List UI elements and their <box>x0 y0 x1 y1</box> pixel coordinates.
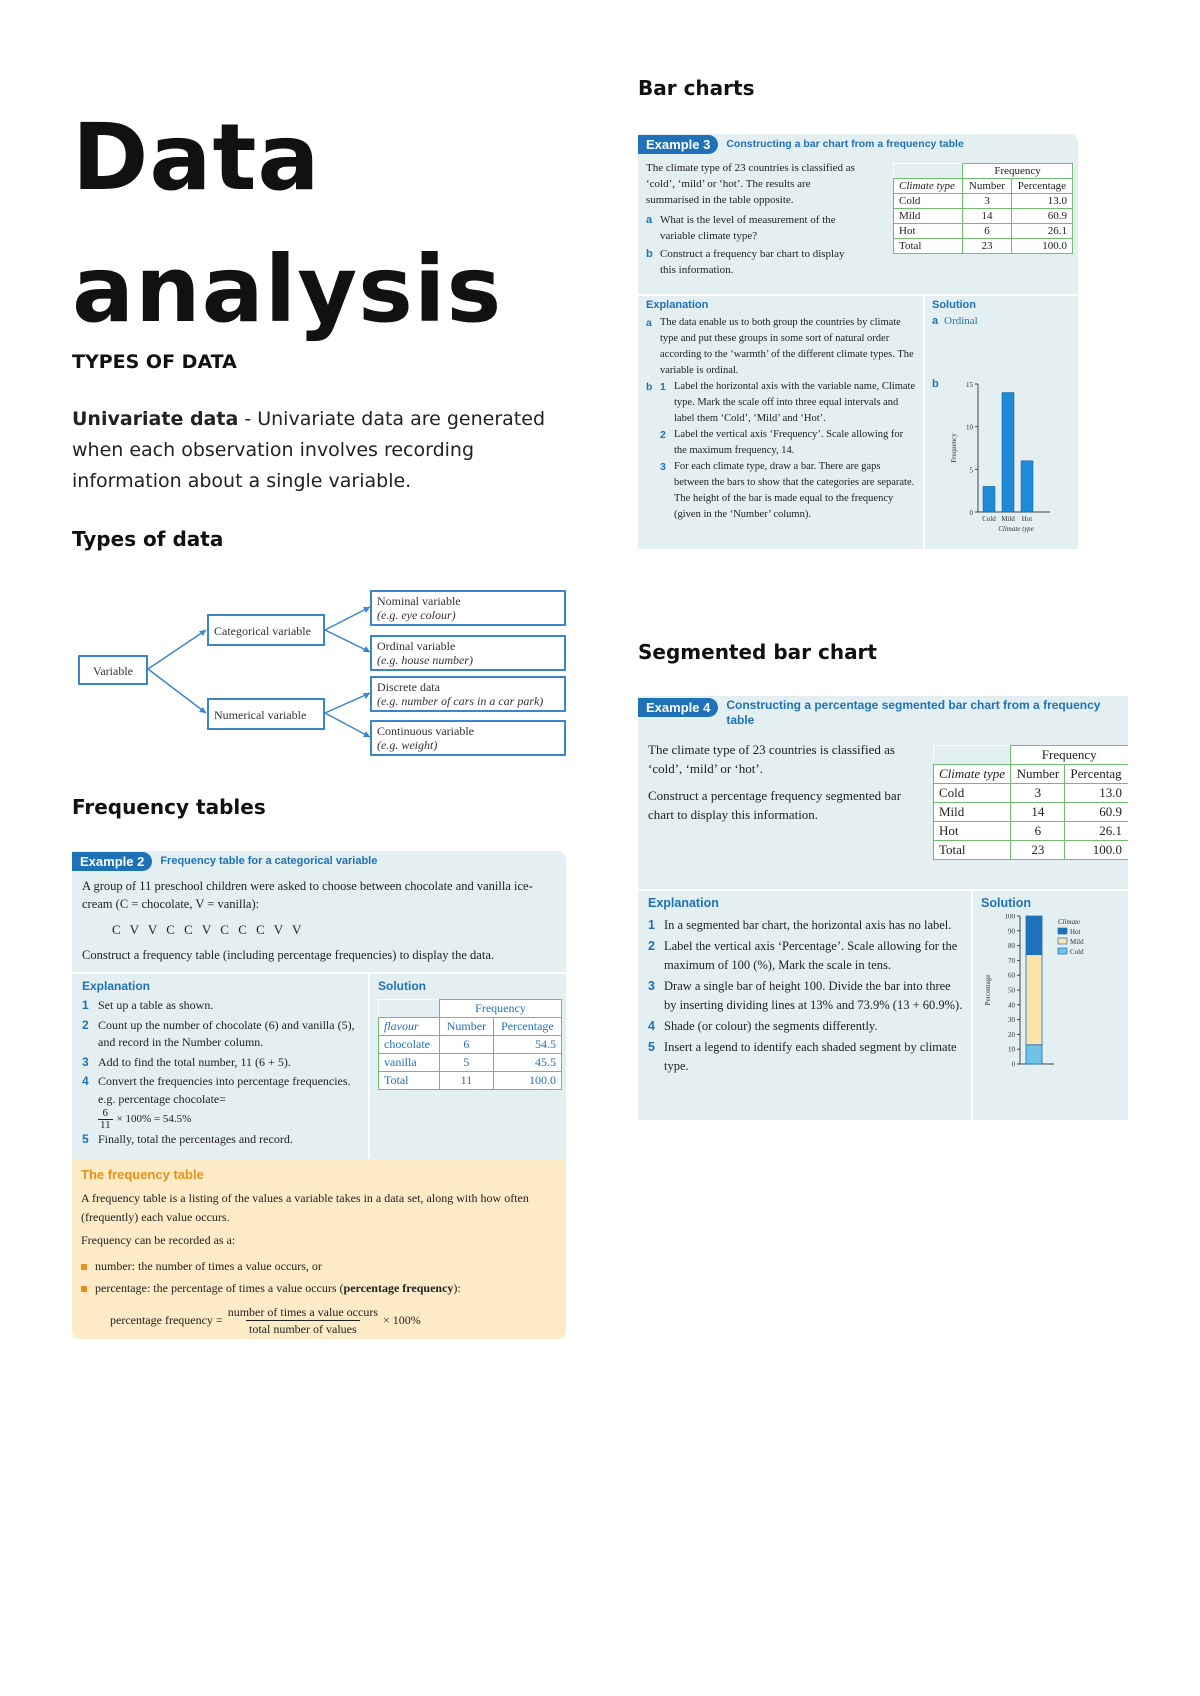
example-3-header <box>638 135 964 154</box>
table-row: Total 23 100.0 <box>934 841 1128 860</box>
example-3-divider-v <box>923 294 925 549</box>
y-tick-label: 10 <box>966 423 973 432</box>
example-4-explanation-label: Explanation <box>648 896 719 910</box>
example-2-intro: A group of 11 preschool children were asked to choose between chocolate and vanilla ice-cream (C = chocolate, V = vanilla): <box>82 879 533 911</box>
example-2-tag: Example 2 <box>72 852 152 871</box>
types-of-data-heading: Types of data <box>72 527 224 551</box>
example-2-step: 2 Count up the number of chocolate (6) and vanilla (5), and record in the Number column. <box>82 1017 355 1049</box>
table-row: Mild 14 60.9 <box>934 803 1128 822</box>
table-row: Mild 14 60.9 <box>894 209 1073 224</box>
title-line-1: Data <box>72 104 321 211</box>
example-4-intro: The climate type of 23 countries is classified as ‘cold’, ‘mild’ or ‘hot’. <box>648 742 895 776</box>
fraction-numerator: 6 <box>102 1107 109 1119</box>
table-row: Total 11 100.0 <box>379 1072 562 1090</box>
example-4-divider-v <box>971 889 973 1120</box>
y-tick-label: 100 <box>1004 914 1015 921</box>
explanation-a: a The data enable us to both group the countries by climate type and put these groups in some sort of natural order according to the ‘warmth’ of the different climate types. The variable is ordinal. <box>646 317 914 376</box>
example-4-divider-h <box>638 889 1128 891</box>
page-title <box>72 92 502 356</box>
example-2-step: 1 Set up a table as shown. <box>82 998 214 1012</box>
tree-nominal-variable <box>370 590 566 626</box>
table-row: Cold 3 13.0 <box>934 784 1128 803</box>
discrete-example: (e.g. number of cars in a car park) <box>377 694 544 708</box>
bullet-icon <box>81 1286 87 1292</box>
y-tick-label: 15 <box>966 381 973 389</box>
y-tick-label: 30 <box>1008 1016 1015 1025</box>
note-paragraph-1: A frequency table is a listing of the values a variable takes in a data set, along with how often (frequently) each value occurs. <box>81 1191 529 1224</box>
tree-numerical-variable: Numerical variable <box>207 698 325 730</box>
legend-swatch-hot <box>1058 928 1067 934</box>
variable-types-diagram <box>78 585 568 760</box>
example-3-frequency-table <box>893 163 1073 254</box>
legend-label-cold: Cold <box>1070 948 1084 956</box>
table-row: Frequency <box>934 746 1128 765</box>
y-axis-label: Frequency <box>950 433 958 463</box>
table-row: Frequency <box>894 164 1073 179</box>
nominal-example: (e.g. eye colour) <box>377 608 456 622</box>
note-title: The frequency table <box>81 1167 204 1182</box>
y-tick-label: 90 <box>1008 927 1015 936</box>
y-tick-label: 20 <box>1008 1030 1015 1039</box>
explanation-b: b 1 Label the horizontal axis with the variable name, Climate type. Mark the scale off into three equal intervals and label them ‘Cold’, ‘Mild’ and ‘Hot’. 2 Label the vertical axis ‘Frequency’. Scale allowing for the maximum frequency, 14. 3 For each climate type, draw a bar. There are gaps between the bars to show that the categories are separate. The height of the bar is made equal to the frequency (given in the ‘Number’ column). <box>646 379 918 523</box>
tree-categorical-variable: Categorical variable <box>207 614 325 646</box>
example-4-task: Construct a percentage frequency segmented bar chart to display this information. <box>648 788 902 822</box>
x-tick-label: Mild <box>1001 515 1015 523</box>
example-2-task: Construct a frequency table (including percentage frequencies) to display the data. <box>82 948 494 962</box>
example-2-fraction <box>82 1108 364 1131</box>
example-3-question-a: a What is the level of measurement of the variable climate type? <box>646 214 836 242</box>
example-3-box <box>638 134 1078 549</box>
note-bullet-percentage: percentage: the percentage of times a value occurs (percentage frequency): <box>81 1281 461 1296</box>
x-axis-label: Climate type <box>998 525 1034 533</box>
y-tick-label: 0 <box>969 509 973 517</box>
y-tick-label: 0 <box>1011 1060 1015 1069</box>
example-4-step: 1 In a segmented bar chart, the horizontal axis has no label. <box>648 918 952 932</box>
legend-label-hot: Hot <box>1070 928 1081 936</box>
example-2-header <box>72 852 377 871</box>
ordinal-example: (e.g. house number) <box>377 653 473 667</box>
example-4-tag: Example 4 <box>638 698 718 717</box>
example-2-step: 4 Convert the frequencies into percentage frequencies. e.g. percentage chocolate= <box>82 1074 351 1106</box>
example-2-steps <box>82 997 364 1149</box>
example-4-box <box>638 696 1128 1120</box>
frequency-tables-heading: Frequency tables <box>72 795 266 819</box>
explanation-b-step: 3 For each climate type, draw a bar. There are gaps between the bars to show that the categories are separate. The height of the bar is made equal to the frequency (given in the ‘Number’ column). <box>660 461 915 520</box>
segment-mild <box>1026 955 1042 1045</box>
segmented-bar-chart-heading: Segmented bar chart <box>638 640 877 664</box>
example-4-step: 2 Label the vertical axis ‘Percentage’. Scale allowing for the maximum of 100 (%), Mark the scale in tens. <box>648 939 958 972</box>
y-axis-label: Percentage <box>984 974 992 1006</box>
bar-cold <box>983 486 995 512</box>
example-2-explanation-label: Explanation <box>82 979 151 993</box>
formula-denominator: total number of values <box>246 1320 360 1337</box>
explanation-b-step: 2 Label the vertical axis ‘Frequency’. Scale allowing for the maximum frequency, 14. <box>660 429 904 456</box>
example-2-step: 3 Add to find the total number, 11 (6 + 5). <box>82 1054 291 1069</box>
types-of-data-uppercase-heading: TYPES OF DATA <box>72 351 237 373</box>
univariate-dash: - <box>238 408 258 430</box>
table-row: Cold 3 13.0 <box>894 194 1073 209</box>
solution-a: a Ordinal <box>932 315 978 327</box>
frequency-table-note <box>72 1159 566 1339</box>
y-tick-label: 80 <box>1008 942 1015 951</box>
example-4-step: 3 Draw a single bar of height 100. Divide the bar into three by inserting dividing lines at 13% and 73.9% (13 + 60.9%). <box>648 979 963 1012</box>
x-tick-label: Cold <box>982 515 996 523</box>
formula-numerator: number of times a value occurs <box>227 1305 378 1319</box>
continuous-label: Continuous variable <box>377 724 474 738</box>
example-2-sequence: C V V C C V C C C V V <box>112 922 305 937</box>
tree-discrete-data <box>370 676 566 712</box>
explanation-b-step: 1 Label the horizontal axis with the variable name, Climate type. Mark the scale off into three equal intervals and label them ‘Cold’, ‘Mild’ and ‘Hot’. <box>660 381 916 424</box>
y-tick-label: 10 <box>1008 1045 1015 1054</box>
univariate-paragraph <box>72 404 552 497</box>
example-4-title: Constructing a percentage segmented bar chart from a frequency table <box>726 698 1101 727</box>
example-4-frequency-table <box>933 745 1128 860</box>
example-2-solution-label: Solution <box>378 979 426 993</box>
y-tick-label: 5 <box>969 466 973 475</box>
legend-title: Climate <box>1058 918 1081 926</box>
example-3-explanation <box>646 315 918 523</box>
segmented-bar-chart <box>980 914 1125 1114</box>
x-tick-label: Hot <box>1021 515 1033 523</box>
table-row: vanilla 5 45.5 <box>379 1054 562 1072</box>
example-2-divider-v <box>368 972 370 1159</box>
univariate-term: Univariate data <box>72 408 239 430</box>
percentage-frequency-formula <box>110 1304 421 1337</box>
y-tick-label: 40 <box>1008 1001 1015 1010</box>
univariate-definition: Univariate data are generated when each observation involves recording information about a single variable. <box>72 408 545 492</box>
table-row: Climate type Number Percentag <box>934 765 1128 784</box>
example-3-divider-h <box>638 294 1078 296</box>
example-2-step: 5 Finally, total the percentages and record. <box>82 1132 293 1146</box>
bar-charts-heading: Bar charts <box>638 76 755 100</box>
example-4-header <box>638 698 1100 728</box>
segment-cold <box>1026 1045 1042 1064</box>
ordinal-label: Ordinal variable <box>377 639 456 653</box>
y-tick-label: 60 <box>1008 971 1015 980</box>
legend-swatch-cold <box>1058 948 1067 954</box>
fraction-result: × 100% = 54.5% <box>116 1112 192 1125</box>
table-row: chocolate 6 54.5 <box>379 1036 562 1054</box>
example-4-step: 4 Shade (or colour) the segments differently. <box>648 1019 878 1033</box>
example-3-tag: Example 3 <box>638 135 718 154</box>
bar-mild <box>1002 393 1014 512</box>
table-row: Total 23 100.0 <box>894 239 1073 254</box>
formula-rhs: × 100% <box>382 1313 421 1327</box>
solution-b-label: b <box>932 378 939 390</box>
example-4-step: 5 Insert a legend to identify each shaded segment by climate type. <box>648 1040 957 1073</box>
example-3-intro: The climate type of 23 countries is classified as ‘cold’, ‘mild’ or ‘hot’. The results are summarised in the table opposite. <box>646 162 855 206</box>
table-row: Climate type Number Percentage <box>894 179 1073 194</box>
legend-label-mild: Mild <box>1070 938 1084 946</box>
example-2-box <box>72 851 566 1159</box>
nominal-label: Nominal variable <box>377 594 461 608</box>
tree-continuous-variable <box>370 720 566 756</box>
discrete-label: Discrete data <box>377 680 440 694</box>
example-3-explanation-label: Explanation <box>646 299 709 311</box>
bar-hot <box>1021 461 1033 512</box>
legend-swatch-mild <box>1058 938 1067 944</box>
bullet-icon <box>81 1264 87 1270</box>
example-3-solution-label: Solution <box>932 299 976 311</box>
example-2-divider-h <box>72 972 566 974</box>
note-bullet-number: number: the number of times a value occurs, or <box>81 1259 322 1274</box>
formula-lhs: percentage frequency = <box>110 1313 223 1327</box>
table-row: flavour Number Percentage <box>379 1018 562 1036</box>
example-2-frequency-table <box>378 999 562 1090</box>
table-row: Hot 6 26.1 <box>934 822 1128 841</box>
example-3-title: Constructing a bar chart from a frequency table <box>726 138 964 150</box>
table-row: Frequency <box>379 1000 562 1018</box>
tree-root-variable: Variable <box>78 655 148 685</box>
note-paragraph-2: Frequency can be recorded as a: <box>81 1233 236 1247</box>
example-2-title: Frequency table for a categorical variable <box>160 855 378 867</box>
y-tick-label: 50 <box>1008 986 1015 995</box>
title-line-2: analysis <box>72 236 503 343</box>
example-4-steps <box>648 916 966 1076</box>
y-tick-label: 70 <box>1008 956 1015 965</box>
fraction-denominator: 11 <box>100 1119 111 1131</box>
segment-hot <box>1026 916 1042 955</box>
example-4-solution-label: Solution <box>981 896 1031 910</box>
tree-ordinal-variable <box>370 635 566 671</box>
frequency-bar-chart <box>946 374 1074 542</box>
example-3-question-b: b Construct a frequency bar chart to display this information. <box>646 248 845 276</box>
continuous-example: (e.g. weight) <box>377 738 438 752</box>
table-row: Hot 6 26.1 <box>894 224 1073 239</box>
